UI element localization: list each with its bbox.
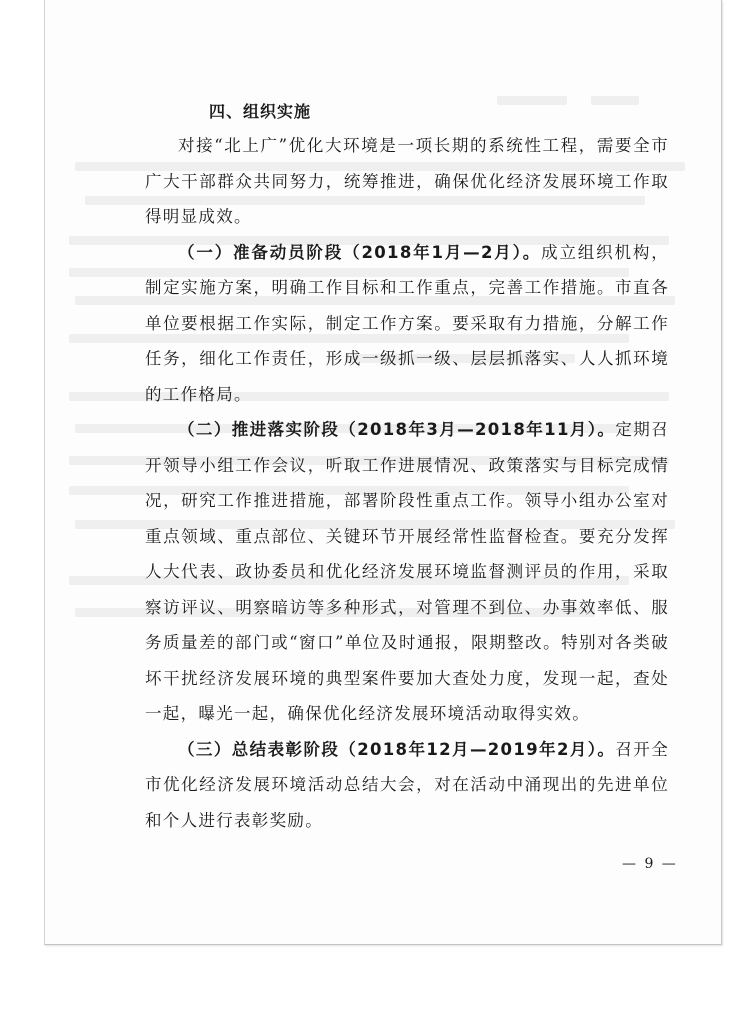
section-heading: 四、组织实施 [209, 102, 312, 121]
intro-paragraph: 对接“北上广”优化大环境是一项长期的系统性工程，需要全市广大干部群众共同努力，统筹推进，确保优化经济发展环境工作取得明显成效。 [145, 136, 669, 226]
stage-body-3: 召开全市优化经济发展环境活动总结大会，对在活动中涌现出的先进单位和个人进行表彰奖励。 [145, 739, 670, 830]
stage-paragraph-1 [145, 235, 669, 413]
stage-title-1: （一）准备动员阶段（2018年1月—2月）。 [178, 242, 542, 262]
document-page [44, 0, 722, 945]
page-number: — 9 — [622, 856, 678, 872]
stage-paragraph-2 [145, 412, 669, 732]
stage-body-2: 定期召开领导小组工作会议，听取工作进展情况、政策落实与目标完成情况，研究工作推进措施，部署阶段性重点工作。领导小组办公室对重点领域、重点部位、关键环节开展经常性监督检查。要充分发挥人大代表、政协委员和优化经济发展环境监督测评员的作用，采取察访评议、明察暗访等多种形式，对管理不到位、办事效率低、服务质量差的部门或“窗口”单位及时通报，限期整改。特别对各类破坏干扰经济发展环境的典型案件要加大查处力度，发现一起，查处一起，曝光一起，确保优化经济发展环境活动取得实效。 [145, 420, 670, 723]
stage-title-3: （三）总结表彰阶段（2018年12月—2019年2月）。 [178, 739, 616, 759]
stage-paragraph-3 [145, 732, 669, 839]
stage-title-2: （二）推进落实阶段（2018年3月—2018年11月）。 [178, 420, 616, 439]
document-body [145, 96, 669, 838]
stage-body-1: 成立组织机构，制定实施方案，明确工作目标和工作重点，完善工作措施。市直各单位要根据工作实际，制定工作方案。要采取有力措施，分解工作任务，细化工作责任，形成一级抓一级、层层抓落实、人人抓环境的工作格局。 [145, 242, 669, 404]
